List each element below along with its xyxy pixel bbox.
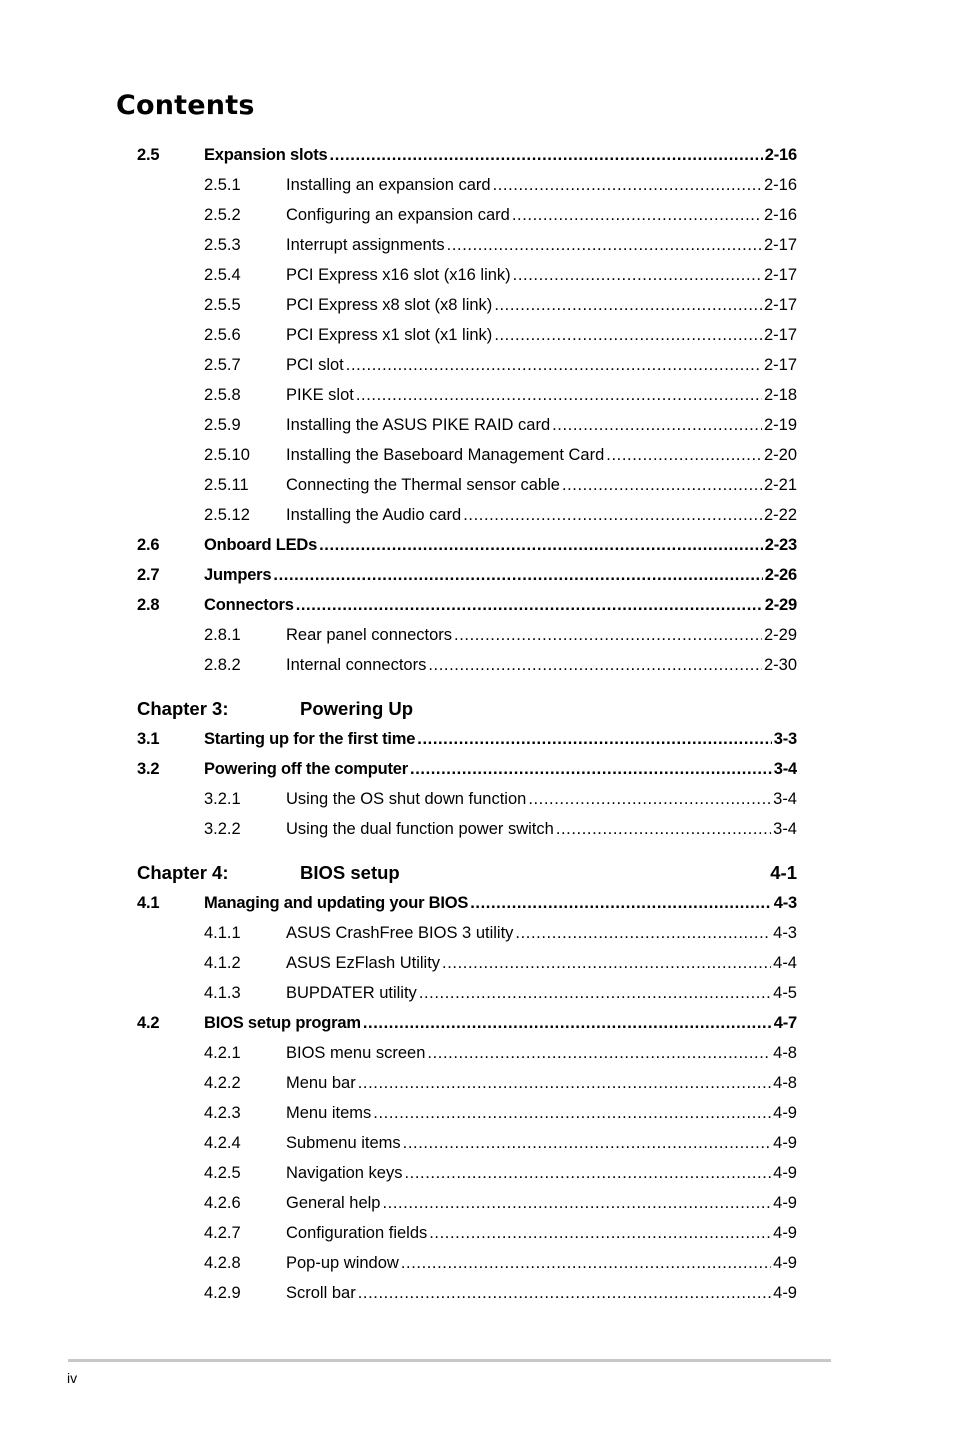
entry-number: 2.5.7: [204, 356, 241, 374]
entry-page: 3-4: [773, 790, 797, 808]
entry-number: 4.2.8: [204, 1254, 241, 1272]
entry-number: 2.5.5: [204, 296, 241, 314]
toc-section-entry[interactable]: [137, 754, 797, 784]
entry-number: 2.5.12: [204, 506, 250, 524]
entry-page: 4-9: [773, 1284, 797, 1302]
toc-subsection-entry[interactable]: [137, 500, 797, 530]
entry-number: 4.1.3: [204, 984, 241, 1002]
toc-subsection-entry[interactable]: [137, 410, 797, 440]
entry-title: Pop-up window: [286, 1254, 399, 1272]
entry-number: 2.5.1: [204, 176, 241, 194]
entry-page: 4-9: [773, 1254, 797, 1272]
entry-page: 2-21: [763, 476, 797, 494]
dot-leader: [346, 350, 762, 380]
toc-subsection-entry[interactable]: [137, 814, 797, 844]
entry-number: 2.5.8: [204, 386, 241, 404]
entry-title: PCI Express x8 slot (x8 link): [286, 296, 493, 314]
dot-leader: [296, 590, 763, 620]
entry-number: 4.2.5: [204, 1164, 241, 1182]
dot-leader: [528, 784, 771, 814]
entry-page: 2-17: [763, 326, 797, 344]
dot-leader: [454, 620, 762, 650]
dot-leader: [556, 814, 771, 844]
entry-number: 4.2.2: [204, 1074, 241, 1092]
entry-number: 4.1.2: [204, 954, 241, 972]
entry-number: 4.2: [137, 1014, 160, 1032]
toc-section-entry[interactable]: [137, 590, 797, 620]
toc-chapter-heading[interactable]: [137, 680, 797, 724]
dot-leader: [427, 1038, 771, 1068]
entry-title: ASUS CrashFree BIOS 3 utility: [286, 924, 514, 942]
dot-leader: [373, 1098, 771, 1128]
entry-title: PCI Express x1 slot (x1 link): [286, 326, 493, 344]
toc-subsection-entry[interactable]: [137, 784, 797, 814]
entry-title: Configuring an expansion card: [286, 206, 510, 224]
entry-page: 2-29: [764, 596, 797, 614]
toc-subsection-entry[interactable]: [137, 470, 797, 500]
dot-leader: [552, 410, 762, 440]
toc-subsection-entry[interactable]: [137, 918, 797, 948]
dot-leader: [494, 290, 762, 320]
entry-number: 2.5: [137, 146, 160, 164]
dot-leader: [401, 1248, 771, 1278]
toc-subsection-entry[interactable]: [137, 1218, 797, 1248]
dot-leader: [447, 230, 762, 260]
entry-number: 2.5.3: [204, 236, 241, 254]
entry-page: 2-30: [763, 656, 797, 674]
toc-subsection-entry[interactable]: [137, 200, 797, 230]
page-title: Contents: [116, 90, 255, 121]
dot-leader: [442, 948, 771, 978]
toc-subsection-entry[interactable]: [137, 978, 797, 1008]
entry-title: Managing and updating your BIOS: [204, 894, 469, 912]
entry-page: 4-8: [773, 1074, 797, 1092]
chapter-page: 4-1: [770, 862, 797, 883]
entry-page: 2-17: [763, 236, 797, 254]
dot-leader: [515, 918, 771, 948]
entry-page: 2-17: [763, 356, 797, 374]
entry-number: 2.5.9: [204, 416, 241, 434]
entry-page: 4-9: [773, 1134, 797, 1152]
entry-page: 2-16: [763, 176, 797, 194]
entry-number: 4.2.3: [204, 1104, 241, 1122]
dot-leader: [410, 754, 772, 784]
dot-leader: [493, 170, 762, 200]
dot-leader: [356, 380, 762, 410]
entry-title: Installing an expansion card: [286, 176, 491, 194]
toc-subsection-entry[interactable]: [137, 948, 797, 978]
entry-number: 4.2.9: [204, 1284, 241, 1302]
entry-number: 2.5.2: [204, 206, 241, 224]
entry-page: 2-22: [763, 506, 797, 524]
toc-subsection-entry[interactable]: [137, 620, 797, 650]
dot-leader: [319, 530, 763, 560]
footer-page-number: iv: [67, 1370, 78, 1386]
entry-page: 4-5: [773, 984, 797, 1002]
toc-subsection-entry[interactable]: [137, 380, 797, 410]
entry-number: 4.2.4: [204, 1134, 241, 1152]
entry-title: Rear panel connectors: [286, 626, 453, 644]
entry-page: 2-23: [764, 536, 797, 554]
entry-title: Configuration fields: [286, 1224, 428, 1242]
entry-title: Installing the Baseboard Management Card: [286, 446, 605, 464]
entry-number: 2.8.2: [204, 656, 241, 674]
entry-title: Starting up for the first time: [204, 730, 416, 748]
dot-leader: [404, 1158, 771, 1188]
toc-subsection-entry[interactable]: [137, 1248, 797, 1278]
entry-title: Jumpers: [204, 566, 272, 584]
entry-title: Installing the ASUS PIKE RAID card: [286, 416, 551, 434]
entry-title: Interrupt assignments: [286, 236, 445, 254]
dot-leader: [419, 978, 771, 1008]
entry-title: BIOS setup program: [204, 1014, 361, 1032]
entry-title: Using the dual function power switch: [286, 820, 554, 838]
dot-leader: [470, 888, 772, 918]
entry-page: 4-3: [773, 924, 797, 942]
toc-section-entry[interactable]: [137, 888, 797, 918]
entry-number: 3.1: [137, 730, 160, 748]
entry-page: 4-9: [773, 1194, 797, 1212]
entry-page: 2-17: [763, 266, 797, 284]
dot-leader: [463, 500, 762, 530]
chapter-title: Powering Up: [300, 698, 414, 719]
dot-leader: [273, 560, 762, 590]
dot-leader: [512, 200, 762, 230]
entry-title: Internal connectors: [286, 656, 427, 674]
toc-subsection-entry[interactable]: [137, 1038, 797, 1068]
toc-subsection-entry[interactable]: [137, 290, 797, 320]
toc-subsection-entry[interactable]: [137, 650, 797, 680]
entry-title: PCI slot: [286, 356, 344, 374]
dot-leader: [403, 1128, 772, 1158]
entry-title: Submenu items: [286, 1134, 401, 1152]
dot-leader: [363, 1008, 772, 1038]
toc-section-entry[interactable]: [137, 724, 797, 754]
entry-page: 2-16: [763, 206, 797, 224]
toc-section-entry[interactable]: [137, 1008, 797, 1038]
entry-page: 2-16: [764, 146, 797, 164]
chapter-label: Chapter 4:: [137, 862, 229, 883]
entry-page: 3-3: [773, 730, 797, 748]
dot-leader: [606, 440, 762, 470]
entry-number: 2.5.6: [204, 326, 241, 344]
entry-number: 3.2.1: [204, 790, 241, 808]
toc-section-entry[interactable]: [137, 560, 797, 590]
toc-subsection-entry[interactable]: [137, 230, 797, 260]
entry-title: ASUS EzFlash Utility: [286, 954, 441, 972]
entry-page: 4-7: [773, 1014, 797, 1032]
toc-subsection-entry[interactable]: [137, 260, 797, 290]
dot-leader: [513, 260, 762, 290]
entry-number: 3.2.2: [204, 820, 241, 838]
entry-number: 2.8: [137, 596, 160, 614]
entry-page: 4-9: [773, 1224, 797, 1242]
entry-title: Expansion slots: [204, 146, 328, 164]
dot-leader: [562, 470, 762, 500]
entry-page: 2-17: [763, 296, 797, 314]
dot-leader: [382, 1188, 771, 1218]
entry-number: 4.2.1: [204, 1044, 241, 1062]
entry-number: 4.2.7: [204, 1224, 241, 1242]
entry-title: Installing the Audio card: [286, 506, 462, 524]
entry-page: 4-9: [773, 1104, 797, 1122]
footer-divider: [68, 1359, 831, 1362]
entry-title: Using the OS shut down function: [286, 790, 527, 808]
entry-number: 4.2.6: [204, 1194, 241, 1212]
dot-leader: [358, 1068, 771, 1098]
entry-title: Navigation keys: [286, 1164, 403, 1182]
toc-subsection-entry[interactable]: [137, 1188, 797, 1218]
dot-leader: [494, 320, 762, 350]
entry-title: Menu bar: [286, 1074, 356, 1092]
entry-number: 4.1: [137, 894, 160, 912]
entry-number: 2.5.4: [204, 266, 241, 284]
entry-title: PIKE slot: [286, 386, 354, 404]
entry-title: Scroll bar: [286, 1284, 356, 1302]
entry-page: 2-20: [763, 446, 797, 464]
toc-subsection-entry[interactable]: [137, 320, 797, 350]
entry-number: 2.7: [137, 566, 160, 584]
entry-title: Connecting the Thermal sensor cable: [286, 476, 560, 494]
dot-leader: [330, 140, 763, 170]
entry-page: 4-9: [773, 1164, 797, 1182]
toc-subsection-entry[interactable]: [137, 1098, 797, 1128]
table-of-contents: [137, 140, 797, 1308]
toc-chapter-heading[interactable]: [137, 844, 797, 888]
entry-number: 4.1.1: [204, 924, 241, 942]
toc-subsection-entry[interactable]: [137, 1068, 797, 1098]
entry-number: 2.8.1: [204, 626, 241, 644]
chapter-title: BIOS setup: [300, 862, 400, 883]
dot-leader: [429, 1218, 771, 1248]
dot-leader: [358, 1278, 771, 1308]
entry-title: Connectors: [204, 596, 294, 614]
entry-page: 4-8: [773, 1044, 797, 1062]
entry-page: 2-26: [764, 566, 797, 584]
dot-leader: [417, 724, 771, 754]
toc-subsection-entry[interactable]: [137, 1128, 797, 1158]
entry-page: 2-18: [763, 386, 797, 404]
entry-page: 3-4: [773, 820, 797, 838]
entry-number: 3.2: [137, 760, 160, 778]
entry-title: Menu items: [286, 1104, 372, 1122]
toc-section-entry[interactable]: [137, 530, 797, 560]
entry-page: 4-4: [773, 954, 797, 972]
toc-subsection-entry[interactable]: [137, 170, 797, 200]
entry-title: PCI Express x16 slot (x16 link): [286, 266, 511, 284]
toc-subsection-entry[interactable]: [137, 440, 797, 470]
toc-subsection-entry[interactable]: [137, 1158, 797, 1188]
entry-title: General help: [286, 1194, 381, 1212]
entry-page: 2-19: [763, 416, 797, 434]
entry-page: 3-4: [773, 760, 797, 778]
toc-section-entry[interactable]: [137, 140, 797, 170]
entry-number: 2.5.11: [204, 476, 249, 494]
entry-title: BUPDATER utility: [286, 984, 417, 1002]
entry-title: BIOS menu screen: [286, 1044, 426, 1062]
entry-title: Powering off the computer: [204, 760, 409, 778]
entry-page: 4-3: [773, 894, 797, 912]
dot-leader: [428, 650, 762, 680]
chapter-label: Chapter 3:: [137, 698, 229, 719]
entry-number: 2.6: [137, 536, 160, 554]
entry-number: 2.5.10: [204, 446, 250, 464]
entry-title: Onboard LEDs: [204, 536, 318, 554]
entry-page: 2-29: [763, 626, 797, 644]
toc-subsection-entry[interactable]: [137, 350, 797, 380]
toc-subsection-entry[interactable]: [137, 1278, 797, 1308]
